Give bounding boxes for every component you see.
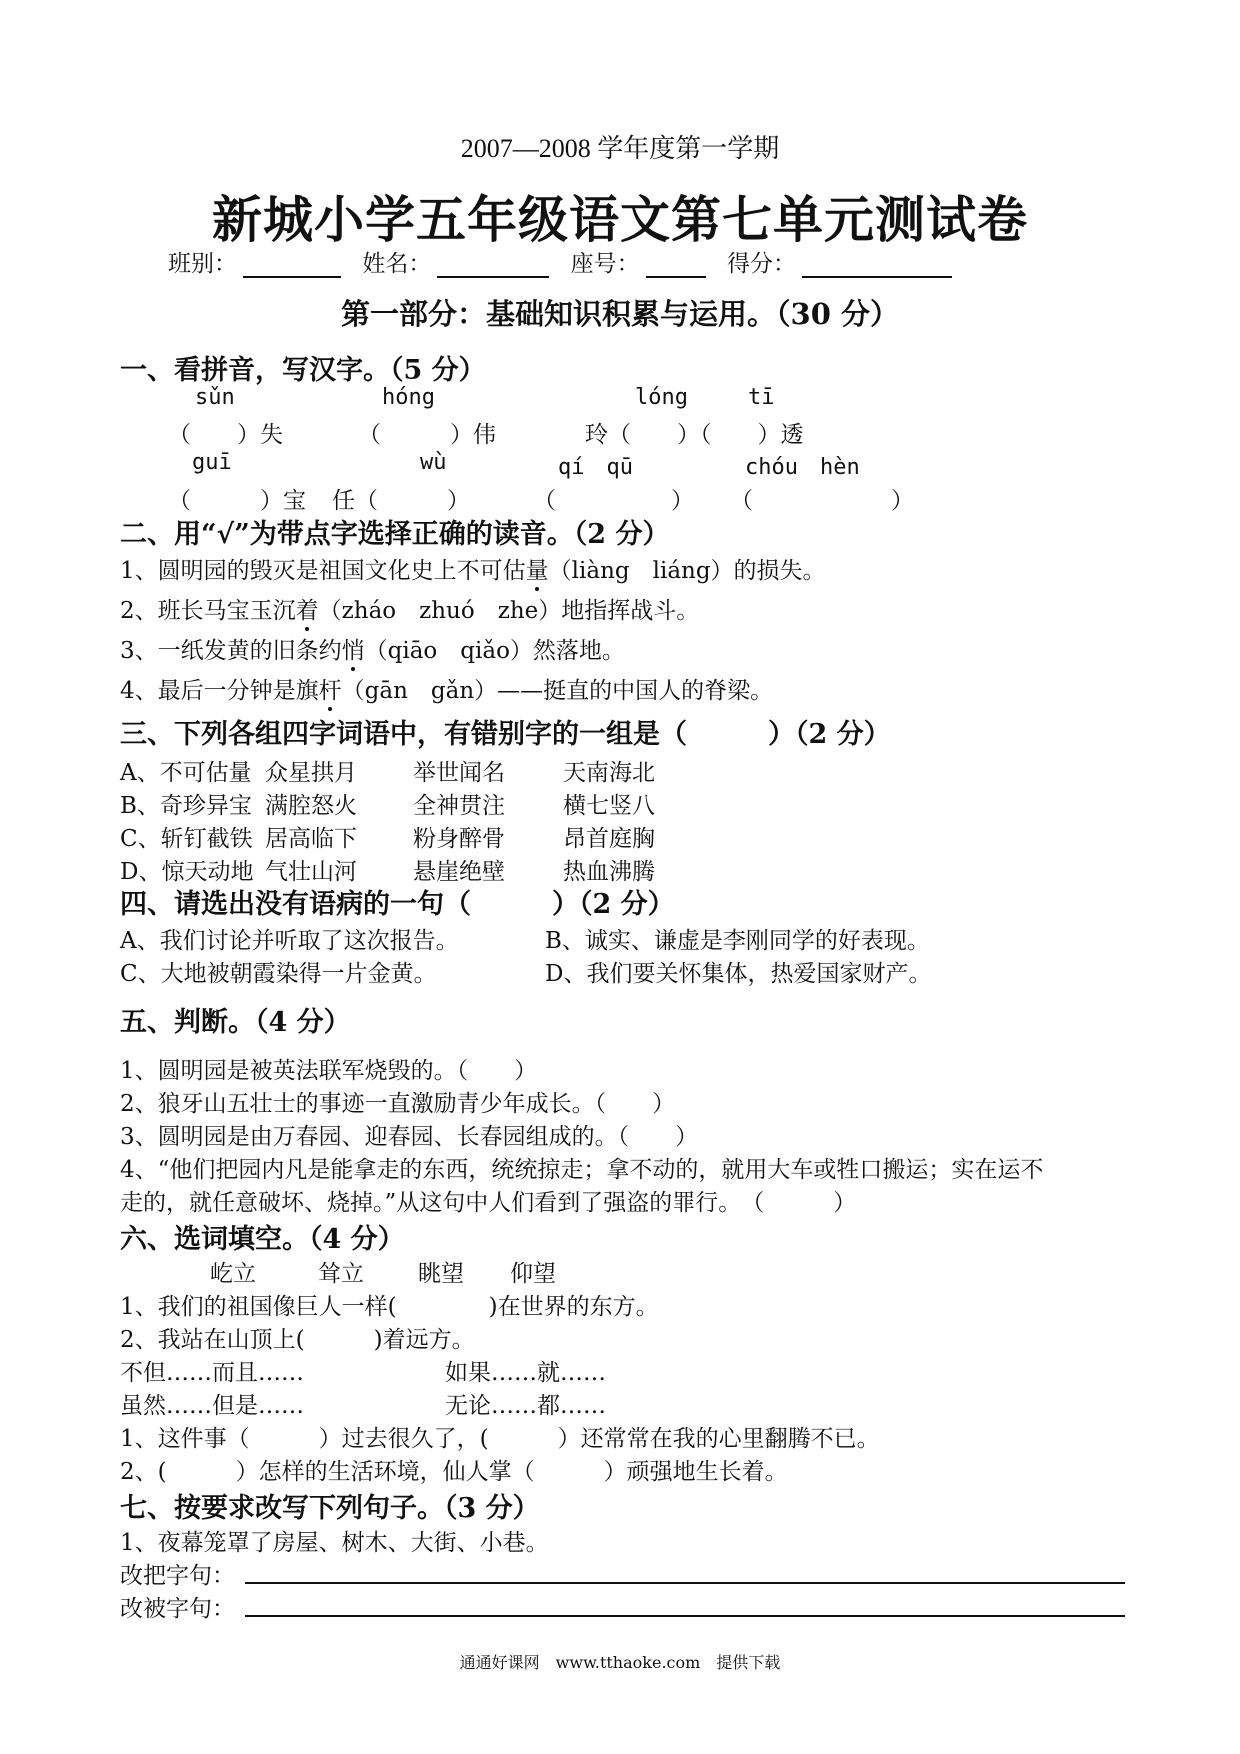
section-4-heading: 四、请选出没有语病的一句（ ）（2 分）	[120, 889, 675, 920]
s7-question-1: 1、夜幕笼罩了房屋、树木、大街、小巷。	[120, 1530, 549, 1556]
pinyin-ti: tī	[748, 385, 775, 410]
bei-sentence-answer-line[interactable]	[245, 1615, 1125, 1617]
pinyin-sun: sǔn	[195, 385, 235, 410]
answer-ren-wu[interactable]: 任（ ）	[332, 488, 470, 514]
s4-option-d: D、我们要关怀集体，热爱国家财产。	[545, 961, 932, 987]
s5-question-4-line-2: 走的，就任意破坏、烧掉。”从这句中人们看到了强盗的罪行。 （ ）	[120, 1190, 857, 1216]
conjunction-pair-3: 虽然……但是……	[120, 1393, 304, 1419]
section-1-heading: 一、看拼音，写汉字。（5 分）	[120, 355, 486, 386]
s6-question-3: 1、这件事（ ）过去很久了，( ）还常常在我的心里翻腾不已。	[120, 1426, 880, 1452]
s2-question-1: 1、圆明园的毁灭是祖国文化史上不可估量（liàng liáng）的损失。	[120, 558, 826, 584]
answer-linglong-titou[interactable]: 玲（ ）（ ）透	[585, 422, 804, 448]
score-field[interactable]	[802, 254, 952, 278]
s2-question-2: 2、班长马宝玉沉着（zháo zhuó zhe）地指挥战斗。	[120, 598, 700, 624]
ba-sentence-answer-line[interactable]	[245, 1582, 1125, 1584]
name-field[interactable]	[437, 254, 549, 278]
pinyin-qiqu: qí qū	[558, 455, 633, 480]
pinyin-hong: hóng	[382, 385, 435, 410]
name-label: 姓名：	[362, 251, 432, 277]
semester-line: 2007—2008 学年度第一学期	[460, 134, 780, 163]
answer-chouhen[interactable]: （ ）	[730, 488, 914, 514]
s5-question-1: 1、圆明园是被英法联军烧毁的。（ ）	[120, 1058, 538, 1084]
s2-question-4: 4、最后一分钟是旗杆（gān gǎn）——挺直的中国人的脊梁。	[120, 678, 774, 704]
s3-row-a: A、不可估量 众星拱月 举世闻名 天南海北	[120, 760, 655, 786]
ba-sentence-label: 改把字句：	[120, 1563, 235, 1589]
section-6-heading: 六、选词填空。（4 分）	[120, 1224, 405, 1255]
s4-option-b: B、诚实、谦虚是李刚同学的好表现。	[545, 928, 930, 954]
section-2-heading: 二、用“√”为带点字选择正确的读音。（2 分）	[120, 519, 670, 550]
conjunction-pair-1: 不但……而且……	[120, 1360, 304, 1386]
answer-gui-bao[interactable]: （ ）宝	[168, 488, 306, 514]
answer-qiqu[interactable]: （ ）	[533, 488, 694, 514]
s6-question-2: 2、我站在山顶上( )着远方。	[120, 1327, 475, 1353]
page-title: 新城小学五年级语文第七单元测试卷	[212, 190, 1028, 249]
student-info-row	[168, 245, 966, 278]
part-one-heading: 第一部分：基础知识积累与运用。（30 分）	[341, 297, 899, 331]
conjunction-pair-4: 无论……都……	[445, 1393, 606, 1419]
s4-option-c: C、大地被朝霞染得一片金黄。	[120, 961, 437, 987]
s4-option-a: A、我们讨论并听取了这次报告。	[120, 928, 459, 954]
answer-hong-wei[interactable]: （ ）伟	[358, 422, 496, 448]
s5-question-3: 3、圆明园是由万春园、迎春园、长春园组成的。（ ）	[120, 1124, 699, 1150]
footer-credit: 通通好课网 www.tthaoke.com 提供下载	[459, 1653, 781, 1672]
pinyin-wu: wù	[420, 450, 447, 475]
conjunction-pair-2: 如果……就……	[445, 1360, 606, 1386]
section-7-heading: 七、按要求改写下列句子。（3 分）	[120, 1493, 540, 1524]
class-field[interactable]	[243, 254, 341, 278]
score-label: 得分：	[726, 251, 796, 277]
seat-field[interactable]	[646, 254, 706, 278]
s2-question-3: 3、一纸发黄的旧条约悄（qiāo qiǎo）然落地。	[120, 638, 625, 664]
seat-label: 座号：	[570, 251, 640, 277]
s5-question-2: 2、狼牙山五壮士的事迹一直激励青少年成长。（ ）	[120, 1091, 676, 1117]
s6-question-4: 2、( ）怎样的生活环境，仙人掌（ ）顽强地生长着。	[120, 1459, 788, 1485]
word-bank: 屹立 耸立 眺望 仰望	[210, 1261, 556, 1287]
bei-sentence-label: 改被字句：	[120, 1596, 235, 1622]
s3-row-c: C、斩钉截铁 居高临下 粉身醉骨 昂首庭胸	[120, 826, 655, 852]
s5-question-4-line-1: 4、“他们把园内凡是能拿走的东西，统统掠走；拿不动的，就用大车或牲口搬运；实在运不	[120, 1157, 1044, 1183]
pinyin-chouhen: chóu hèn	[745, 455, 860, 480]
pinyin-gui: guī	[192, 450, 232, 475]
section-3-heading: 三、下列各组四字词语中，有错别字的一组是（ ）（2 分）	[120, 719, 891, 750]
class-label: 班别：	[168, 251, 237, 277]
s6-question-1: 1、我们的祖国像巨人一样( )在世界的东方。	[120, 1294, 659, 1320]
s3-row-b: B、奇珍异宝 满腔怒火 全神贯注 横七竖八	[120, 793, 655, 819]
section-5-heading: 五、判断。（4 分）	[120, 1007, 351, 1038]
pinyin-long: lóng	[635, 385, 688, 410]
s3-row-d: D、惊天动地 气壮山河 悬崖绝壁 热血沸腾	[120, 859, 655, 885]
answer-sun-shi[interactable]: （ ）失	[168, 422, 283, 448]
